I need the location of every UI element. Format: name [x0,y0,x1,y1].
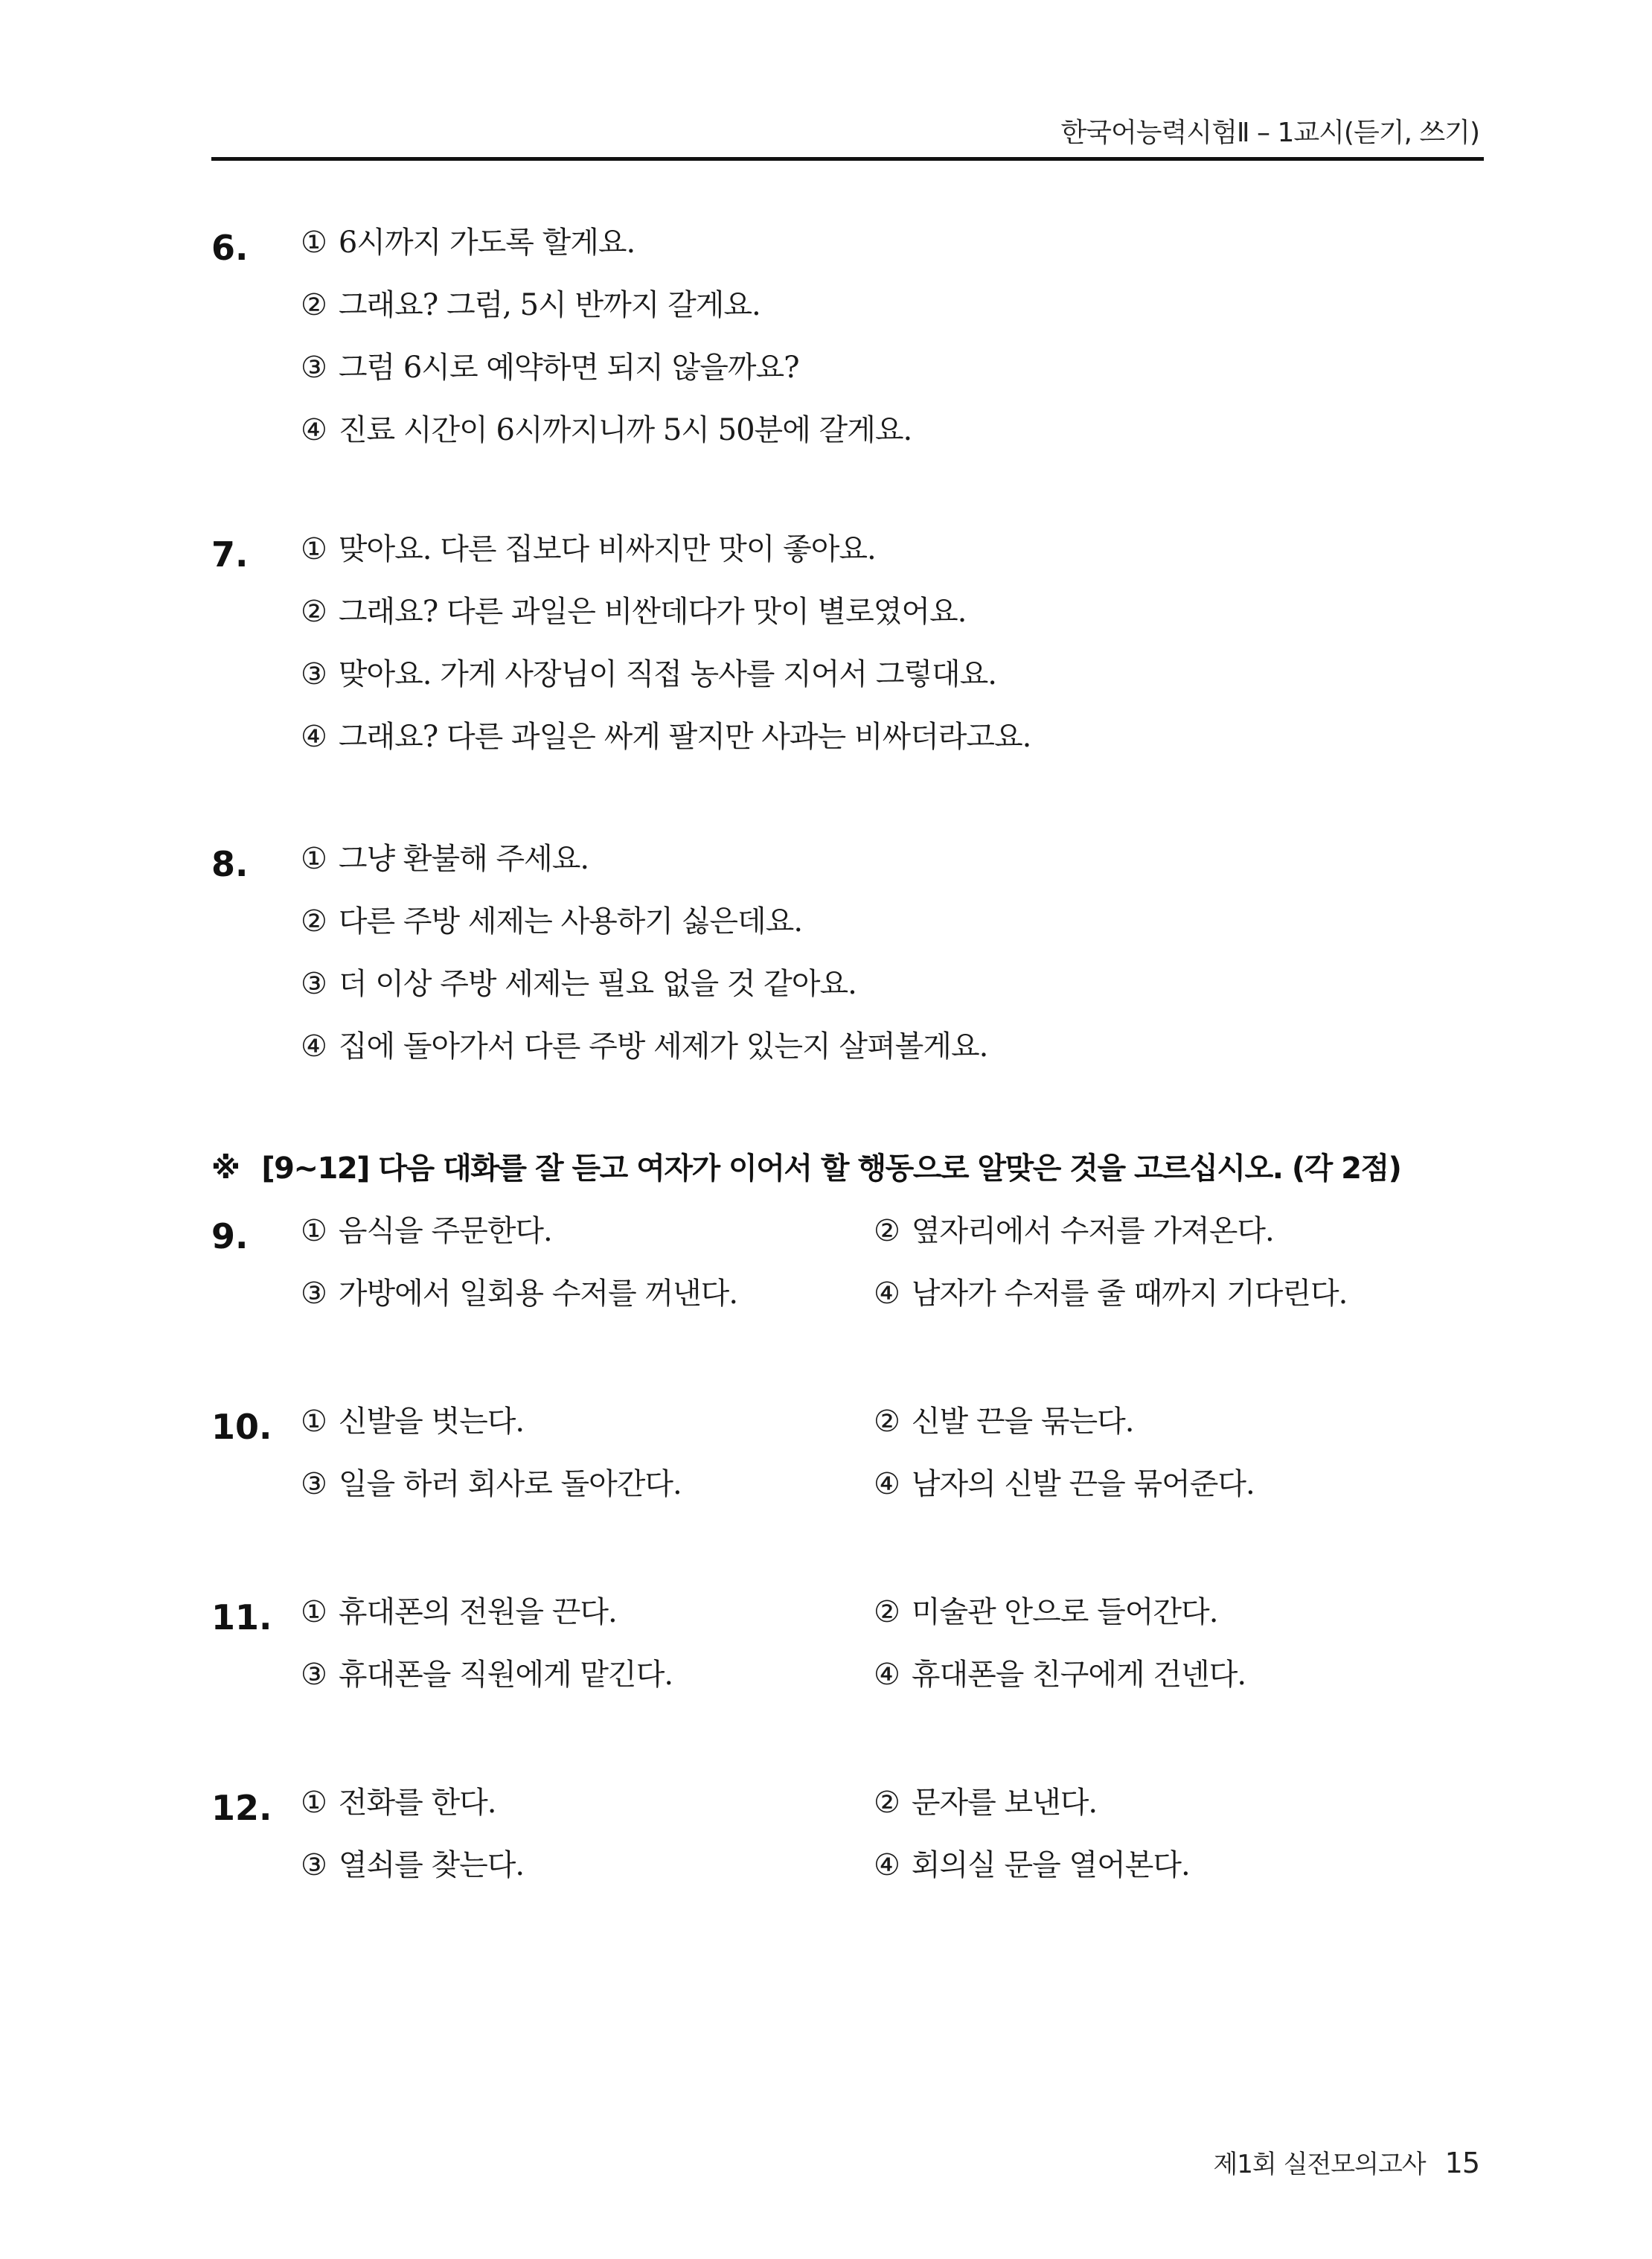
option-2[interactable]: ② 신발 끈을 묶는다. [874,1405,1134,1439]
option-2[interactable]: ② 그래요? 그럼, 5시 반까지 갈게요. [301,288,761,322]
option-4[interactable]: ④ 집에 돌아가서 다른 주방 세제가 있는지 살펴볼게요. [301,1029,988,1064]
option-1[interactable]: ① 그냥 환불해 주세요. [301,842,589,876]
option-4[interactable]: ④ 휴대폰을 친구에게 건넨다. [874,1658,1246,1692]
option-2[interactable]: ② 미술관 안으로 들어간다. [874,1595,1218,1629]
question-number: 6. [211,228,249,268]
option-2[interactable]: ② 다른 주방 세제는 사용하기 싫은데요. [301,904,803,939]
footer-label: 제1회 실전모의고사 [1213,2150,1426,2179]
option-2[interactable]: ② 옆자리에서 수저를 가져온다. [874,1214,1274,1248]
option-3[interactable]: ③ 더 이상 주방 세제는 필요 없을 것 같아요. [301,967,857,1001]
instruction-text: [9~12] 다음 대화를 잘 듣고 여자가 이어서 할 행동으로 알맞은 것을 고르십시오. (각 2점) [261,1151,1401,1186]
option-4[interactable]: ④ 회의실 문을 열어본다. [874,1848,1190,1882]
option-2[interactable]: ② 그래요? 다른 과일은 비싼데다가 맛이 별로였어요. [301,595,967,629]
option-1[interactable]: ① 전화를 한다. [301,1786,496,1820]
option-3[interactable]: ③ 휴대폰을 직원에게 맡긴다. [301,1658,673,1692]
option-3[interactable]: ③ 일을 하러 회사로 돌아간다. [301,1467,682,1501]
question-number: 11. [211,1597,272,1637]
option-4[interactable]: ④ 남자가 수저를 줄 때까지 기다린다. [874,1277,1348,1311]
question-number: 9. [211,1216,249,1256]
question-number: 8. [211,844,249,884]
option-1[interactable]: ① 휴대폰의 전원을 끈다. [301,1595,617,1629]
option-3[interactable]: ③ 열쇠를 찾는다. [301,1848,525,1882]
section-instruction [211,1145,1400,1187]
option-1[interactable]: ① 6시까지 가도록 할게요. [301,226,635,260]
option-4[interactable]: ④ 진료 시간이 6시까지니까 5시 50분에 갈게요. [301,413,912,447]
option-1[interactable]: ① 신발을 벗는다. [301,1405,525,1439]
page-number: 15 [1444,2147,1479,2179]
option-1[interactable]: ① 음식을 주문한다. [301,1214,552,1248]
question-number: 7. [211,534,249,575]
option-3[interactable]: ③ 가방에서 일회용 수저를 꺼낸다. [301,1277,738,1311]
option-3[interactable]: ③ 그럼 6시로 예약하면 되지 않을까요? [301,351,799,385]
header-rule [211,157,1484,161]
question-number: 12. [211,1788,272,1828]
option-1[interactable]: ① 맞아요. 다른 집보다 비싸지만 맛이 좋아요. [301,532,876,566]
page-header: 한국어능력시험Ⅱ – 1교시(듣기, 쓰기) [1060,118,1479,148]
option-4[interactable]: ④ 그래요? 다른 과일은 싸게 팔지만 사과는 비싸더라고요. [301,720,1031,754]
option-4[interactable]: ④ 남자의 신발 끈을 묶어준다. [874,1467,1255,1501]
reference-mark: ※ [211,1151,240,1186]
question-number: 10. [211,1407,272,1447]
option-3[interactable]: ③ 맞아요. 가게 사장님이 직접 농사를 지어서 그렇대요. [301,657,997,691]
option-2[interactable]: ② 문자를 보낸다. [874,1786,1098,1820]
page-footer [1213,2144,1479,2180]
